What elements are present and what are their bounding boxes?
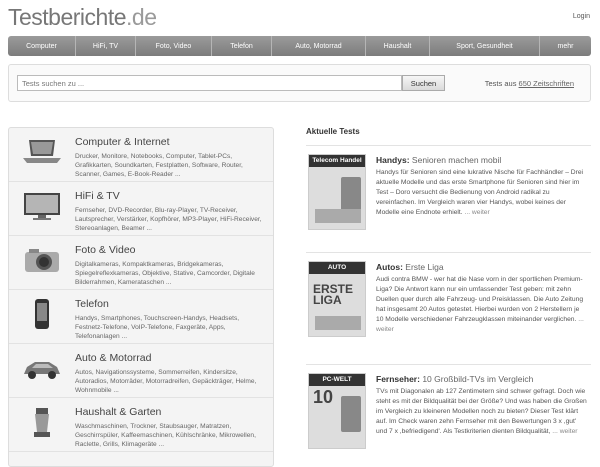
search-bar xyxy=(8,64,591,102)
cover-headline: 10 xyxy=(313,387,334,407)
category-title: Telefon xyxy=(75,298,109,310)
article-title: 10 Großbild-TVs im Vergleich xyxy=(422,374,534,384)
article-headline[interactable] xyxy=(376,262,444,272)
nav-auto-motorrad[interactable]: Auto, Motorrad xyxy=(272,36,366,56)
laptop-icon xyxy=(21,136,63,168)
article-headline[interactable] xyxy=(376,155,501,165)
magazine-title: PC-WELT xyxy=(309,374,365,386)
category-telefon[interactable] xyxy=(9,290,273,344)
magazine-title: Telecom Handel xyxy=(309,155,365,167)
article-title: Senioren machen mobil xyxy=(411,155,502,165)
category-haushalt[interactable] xyxy=(9,398,273,452)
phone-icon xyxy=(21,298,63,330)
search-info xyxy=(485,79,574,88)
cover-headline: ERSTE LIGA xyxy=(313,282,354,307)
logo-text: Testberichte xyxy=(8,4,127,30)
nav-haushalt[interactable]: Haushalt xyxy=(366,36,430,56)
magazines-link[interactable]: 650 Zeitschriften xyxy=(518,79,574,88)
read-more-link[interactable]: ... weiter xyxy=(376,316,584,333)
site-logo[interactable] xyxy=(8,4,157,31)
category-title: Foto & Video xyxy=(75,244,136,256)
nav-sport-gesundheit[interactable]: Sport, Gesundheit xyxy=(430,36,540,56)
category-list xyxy=(8,127,274,467)
category-desc: Autos, Navigationssysteme, Sommerreifen, Kindersitze, Autoradios, Motorräder, Motorradreifen, Gepäckträger, Helme, Wohnmobile ... xyxy=(75,369,257,394)
login-link[interactable]: Login xyxy=(572,13,590,20)
category-desc: Digitalkameras, Kompaktkameras, Bridgekameras, Spiegelreflexkameras, Objektive, Stative, Camcorder, Digitale Bilderrahmen, Kamerataschen ... xyxy=(75,261,255,286)
nav-mehr[interactable]: mehr xyxy=(557,42,574,50)
magazine-cover[interactable] xyxy=(308,373,366,449)
category-desc: Waschmaschinen, Trockner, Staubsauger, Matratzen, Geschirrspüler, Kaffeemaschinen, Kühlschränke, Mikrowellen, Raclette, Grills, Klimageräte ... xyxy=(75,423,256,448)
article-text xyxy=(376,387,588,437)
category-title: Haushalt & Garten xyxy=(75,406,162,418)
cover-image xyxy=(315,209,361,223)
car-icon xyxy=(21,352,63,384)
cover-image xyxy=(341,396,361,432)
category-hifi-tv[interactable] xyxy=(9,182,273,236)
main-nav xyxy=(8,36,591,56)
category-title: Auto & Motorrad xyxy=(75,352,152,364)
nav-foto-video[interactable]: Foto, Video xyxy=(136,36,212,56)
article-text xyxy=(376,275,588,335)
nav-hifi-tv[interactable]: HiFi, TV xyxy=(76,36,136,56)
article-title: Erste Liga xyxy=(405,262,444,272)
category-title: Computer & Internet xyxy=(75,136,170,148)
article-body: Audi contra BMW - wer hat die Nase vorn in der sportlichen Premium-Liga? Die Antwort kann nur ein umfassender Test geben: mit zehn Duellen quer durch alle Fahrzeug- und Preisklassen. Die Auto Zeitung hat insgesamt 20 Autos getestet. Hierbei wurden von 2 Herstellern je 10 Modelle verschiedener Fahrzeugklassen miteinander verglichen. xyxy=(376,276,584,323)
nav-telefon[interactable]: Telefon xyxy=(212,36,272,56)
cover-image xyxy=(315,316,361,330)
read-more-link[interactable]: ... weiter xyxy=(464,209,490,216)
header xyxy=(0,0,600,36)
category-title: HiFi & TV xyxy=(75,190,120,202)
search-info-text: Tests aus xyxy=(484,79,517,88)
search-input[interactable] xyxy=(17,75,402,91)
article-body: TVs mit Diagonalen ab 127 Zentimetern sind schwer gefragt. Doch wie steht es mit der Bildqualität bei der Größe? Und was haben die Großen im Vergleich zu kleineren Modellen noch zu bieten? Dieser Test klärt auf. Im Check waren zehn Fernseher mit den Bewertungen 3 x ,gut' und 7 x ,befriedigend'. Als Testkriterien dienten Bildqualität, xyxy=(376,388,587,435)
article-headline[interactable] xyxy=(376,374,533,384)
camera-icon xyxy=(21,244,63,276)
nav-computer[interactable]: Computer xyxy=(8,36,76,56)
logo-tld: .de xyxy=(126,4,157,30)
magazine-title: AUTO xyxy=(309,262,365,274)
latest-tests-title: Aktuelle Tests xyxy=(306,127,360,136)
article-text xyxy=(376,168,588,218)
article-body: Handys für Senioren sind eine lukrative Nische für Fachhändler – Drei aktuelle Modelle und das erste Smartphone für Senioren sind hier im Test – Doro versucht die Bedienung von Android radikal zu vereinfachen. Im Vergleich waren vier Handys, wobei keines der Modelle eine Endnote erhielt. xyxy=(376,169,584,216)
magazine-cover[interactable] xyxy=(308,154,366,230)
article-item[interactable] xyxy=(306,364,591,467)
category-auto-motorrad[interactable] xyxy=(9,344,273,398)
read-more-link[interactable]: ... weiter xyxy=(552,428,578,435)
article-category: Handys: xyxy=(376,155,410,165)
category-desc: Drucker, Monitore, Notebooks, Computer, Tablet-PCs, Grafikkarten, Soundkarten, Festplatten, Software, Router, Scanner, Games, E-Book-Reader ... xyxy=(75,153,243,178)
article-category: Autos: xyxy=(376,262,403,272)
appliance-icon xyxy=(21,406,63,438)
category-foto-video[interactable] xyxy=(9,236,273,290)
latest-tests xyxy=(306,127,591,435)
tv-icon xyxy=(21,190,63,222)
category-desc: Fernseher, DVD-Recorder, Blu-ray-Player, TV-Receiver, Lautsprecher, Verstärker, Kopfhörer, MP3-Player, HiFi-Receiver, Stereoanlagen, Beamer ... xyxy=(75,207,262,232)
article-category: Fernseher: xyxy=(376,374,420,384)
article-item[interactable] xyxy=(306,145,591,252)
article-item[interactable] xyxy=(306,252,591,364)
category-computer[interactable] xyxy=(9,128,273,182)
cover-image xyxy=(341,177,361,213)
search-button[interactable]: Suchen xyxy=(402,75,445,91)
magazine-cover[interactable] xyxy=(308,261,366,337)
category-desc: Handys, Smartphones, Touchscreen-Handys, Headsets, Festnetz-Telefone, VoIP-Telefone, Faxgeräte, Apps, Telefonanlagen ... xyxy=(75,315,240,340)
